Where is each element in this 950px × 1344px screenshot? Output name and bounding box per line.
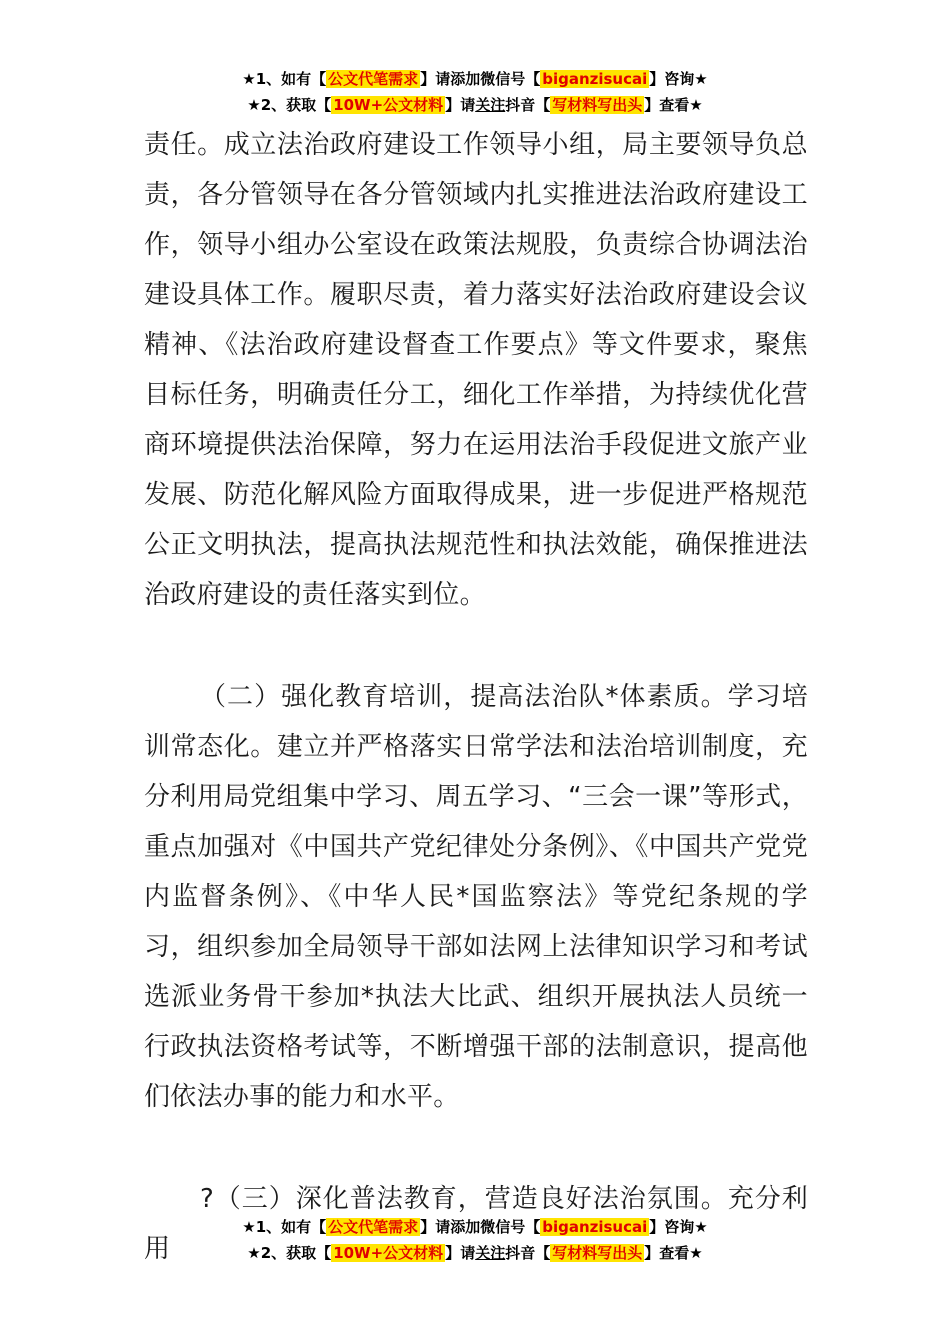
banner-line-1	[0, 1214, 950, 1240]
banner-line-1	[0, 66, 950, 92]
banner-text: 】查看★	[644, 96, 703, 114]
banner-text: 抖音【	[505, 1244, 551, 1262]
banner-text: 】查看★	[644, 1244, 703, 1262]
paragraph-1: 责任。成立法治政府建设工作领导小组，局主要领导负总责，各分管领导在各分管领域内扎实推进法治政府建设工作，领导小组办公室设在政策法规股，负责综合协调法治建设具体工作。履职尽责，着力落实好法治政府建设会议精神、《法治政府建设督查工作要点》等文件要求，聚焦目标任务，明确责任分工，细化工作举措，为持续优化营商环境提供法治保障，努力在运用法治手段促进文旅产业发展、防范化解风险方面取得成果，进一步促进严格规范公正文明执法，提高执法规范性和执法效能，确保推进法治政府建设的责任落实到位。	[144, 130, 808, 610]
highlight-materials: 10W+公文材料	[333, 96, 444, 114]
banner-underlined-text: 关注	[475, 96, 506, 114]
highlight-materials: 10W+公文材料	[333, 1244, 444, 1262]
banner-line-2	[0, 1240, 950, 1266]
banner-text: ★2、获取【	[247, 1244, 332, 1262]
banner-text: 】请	[445, 96, 476, 114]
highlight-douyin-account: 写材料写出头	[552, 96, 643, 114]
paragraph-spacer	[144, 1122, 808, 1174]
paragraph-spacer	[144, 620, 808, 672]
banner-text: 】请添加微信号【	[420, 70, 541, 88]
highlight-service: 公文代笔需求	[328, 1218, 419, 1236]
header-banner	[0, 66, 950, 118]
highlight-wechat-id: biganzisucai	[542, 1218, 648, 1236]
paragraph-2: （二）强化教育培训，提高法治队*体素质。学习培训常态化。建立并严格落实日常学法和法治培训制度，充分利用局党组集中学习、周五学习、“三会一课”等形式，重点加强对《中国共产党纪律处分条例》、《中国共产党党内监督条例》、《中华人民*国监察法》等党纪条规的学习，组织参加全局领导干部如法网上法律知识学习和考试选派业务骨干参加*执法大比武、组织开展执法人员统一行政执法资格考试等，不断增强干部的法制意识，提高他们依法办事的能力和水平。	[144, 682, 808, 1112]
document-body	[144, 120, 808, 1274]
banner-line-2	[0, 92, 950, 118]
banner-text: ★2、获取【	[247, 96, 332, 114]
banner-text: 】咨询★	[649, 1218, 708, 1236]
footer-banner	[0, 1214, 950, 1266]
banner-text: 】请	[445, 1244, 476, 1262]
banner-underlined-text: 关注	[475, 1244, 506, 1262]
banner-text: 】请添加微信号【	[420, 1218, 541, 1236]
banner-text: ★1、如有【	[242, 70, 327, 88]
banner-text: 抖音【	[505, 96, 551, 114]
highlight-service: 公文代笔需求	[328, 70, 419, 88]
banner-text: ★1、如有【	[242, 1218, 327, 1236]
highlight-wechat-id: biganzisucai	[542, 70, 648, 88]
highlight-douyin-account: 写材料写出头	[552, 1244, 643, 1262]
banner-text: 】咨询★	[649, 70, 708, 88]
paragraph-3: ?（三）深化普法教育，营造良好法治氛围。充分利用	[144, 1184, 808, 1264]
